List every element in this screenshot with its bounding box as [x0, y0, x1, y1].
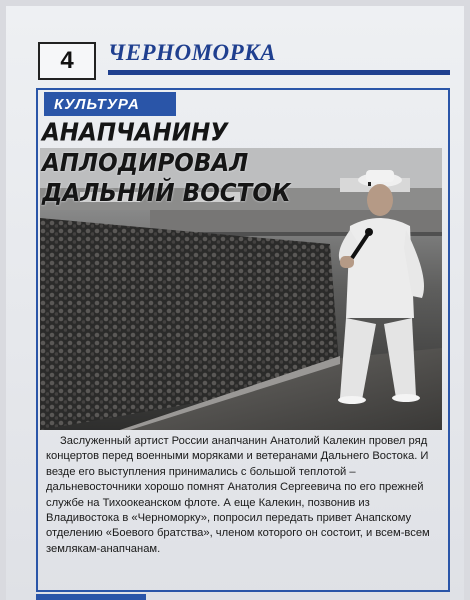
article-paragraph: Заслуженный артист России анапчанин Анатолий Калекин провел ряд концертов перед военными моряками и ветеранами Дальнего Востока. И везде его выступления принимались с большой теплотой – дальневосточники хорошо помнят Анатолия Сергеевича по его прежней службе на Тихоокеанском флоте. А еще Калекин, позвонив из Владивостока в «Черноморку», попросил передать привет Анапскому отделению «Боевого братства», членом которого он состоит, и всем-всем землякам-анапчанам. — [46, 435, 430, 555]
next-section-bar — [36, 594, 146, 600]
headline-line-2: ДАЛЬНИЙ ВОСТОК — [42, 179, 291, 208]
article-body — [46, 434, 444, 557]
article-headline — [42, 118, 442, 209]
headline-line-1: АНАПЧАНИНУ АПЛОДИРОВАЛ — [42, 119, 249, 178]
newspaper-masthead: ЧЕРНОМОРКА — [108, 40, 277, 65]
section-label: КУЛЬТУРА — [44, 92, 176, 116]
page-number: 4 — [38, 42, 96, 80]
masthead-rule — [108, 70, 450, 75]
